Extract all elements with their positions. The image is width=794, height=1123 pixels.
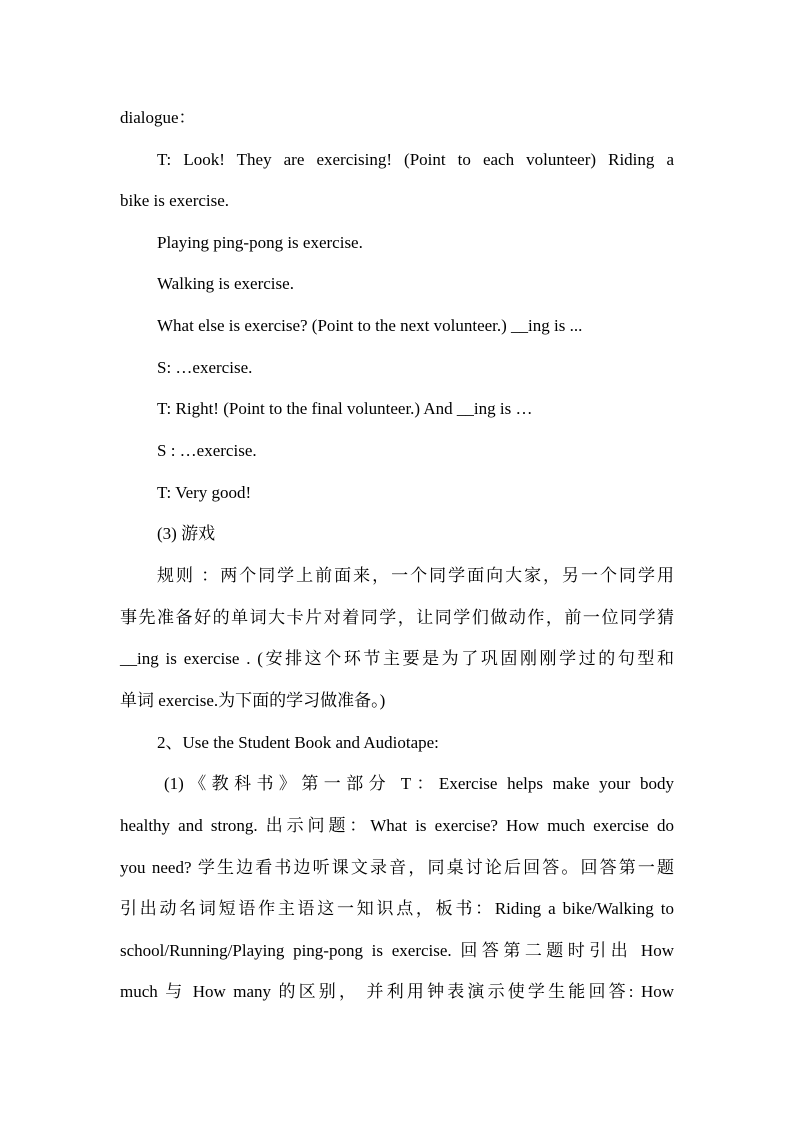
text-line: T: Right! (Point to the final volunteer.) And __ing is … [157,399,533,418]
text-line: T: Very good! [157,483,252,502]
text-line: 引出动名词短语作主语这一知识点，板书：Riding a bike/Walking to [120,899,674,918]
text-line: Walking is exercise. [157,274,294,293]
text-line: S: …exercise. [157,358,253,377]
text-line: 单词 exercise.为下面的学习做准备。) [120,691,386,710]
section-heading: (3) 游戏 [157,524,216,543]
text-line: Playing ping-pong is exercise. [157,233,363,252]
text-line: 事先准备好的单词大卡片对着同学，让同学们做动作，前一位同学猜 [120,608,674,627]
text-line: 规则 ：两个同学上前面来，一个同学面向大家，另一个同学用 [157,566,674,585]
section-heading: 2、Use the Student Book and Audiotape: [157,733,439,752]
text-line: school/Running/Playing ping-pong is exercise. 回答第二题时引出 How [120,941,674,960]
text-line: bike is exercise. [120,191,230,210]
text-line: T: Look! They are exercising! (Point to each volunteer) Riding a [157,150,674,169]
text-line: (1)《教科书》第一部分 T：Exercise helps make your body [164,774,674,793]
text-line: dialogue： [120,108,196,127]
text-line: you need? 学生边看书边听课文录音，同桌讨论后回答。回答第一题 [120,858,674,877]
text-line: much 与 How many 的区别， 并利用钟表演示使学生能回答: How [120,982,674,1001]
text-line: __ing is exercise . (安排这个环节主要是为了巩固刚刚学过的句型和 [120,649,674,668]
text-line: S : …exercise. [157,441,257,460]
text-line: What else is exercise? (Point to the next volunteer.) __ing is ... [157,316,583,335]
text-line: healthy and strong. 出示问题：What is exercise? How much exercise do [120,816,674,835]
